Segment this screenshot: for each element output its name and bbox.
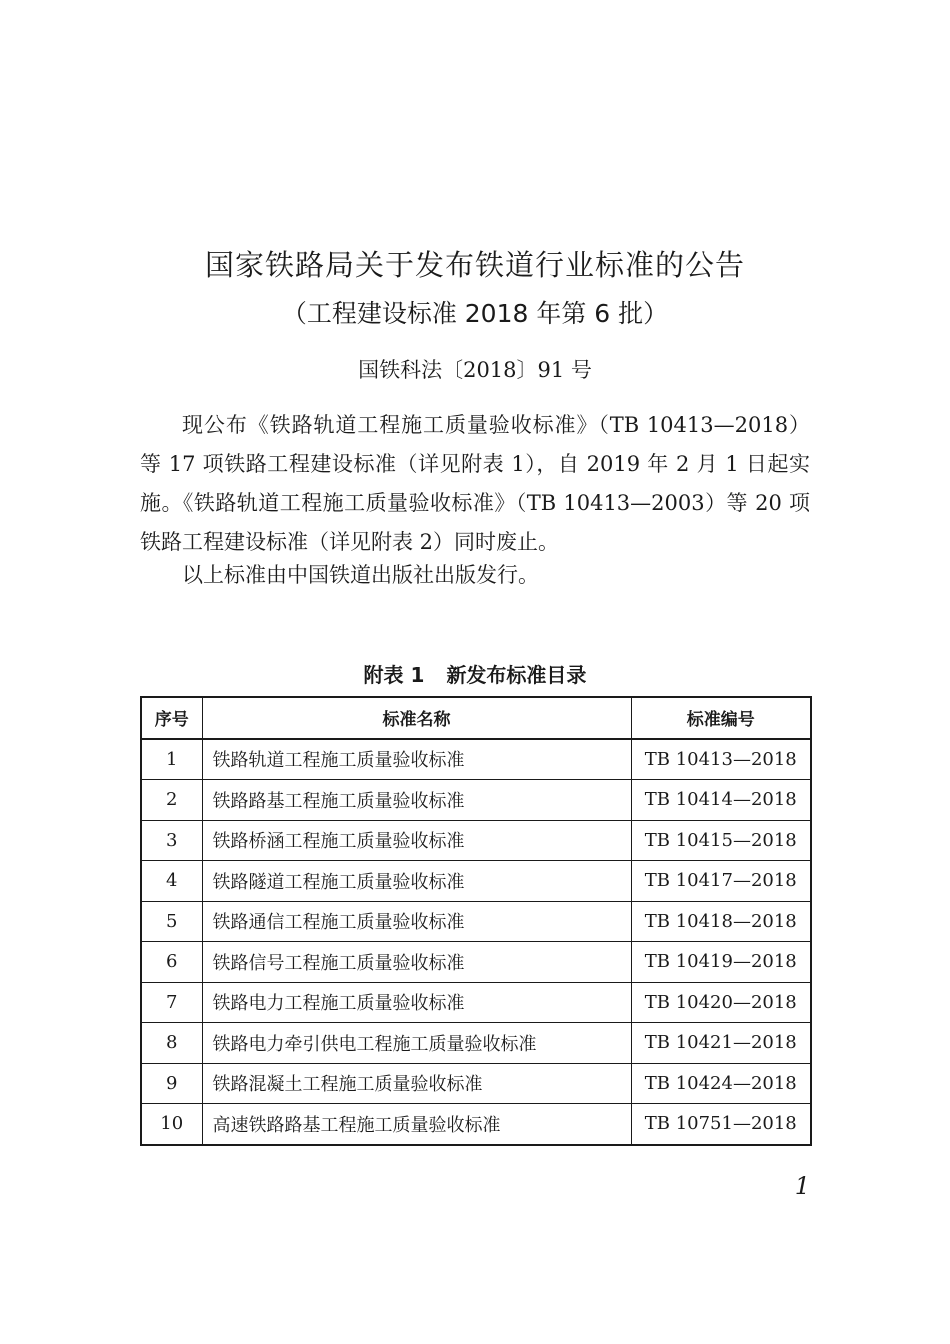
row-code: TB 10424—2018	[631, 1063, 811, 1104]
row-name: 铁路电力牵引供电工程施工质量验收标准	[202, 1023, 631, 1064]
row-seq: 10	[141, 1104, 202, 1145]
table-caption-label: 附表 1	[363, 663, 425, 687]
row-code: TB 10421—2018	[631, 1023, 811, 1064]
row-name: 铁路通信工程施工质量验收标准	[202, 901, 631, 942]
row-code: TB 10417—2018	[631, 861, 811, 902]
announcement-title: 国家铁路局关于发布铁道行业标准的公告	[204, 248, 745, 282]
row-name: 铁路混凝土工程施工质量验收标准	[202, 1063, 631, 1104]
row-seq: 2	[141, 780, 202, 821]
body-paragraph-2: 以上标准由中国铁道出版社出版发行。	[182, 563, 539, 587]
table-caption-title: 新发布标准目录	[446, 663, 587, 687]
row-name: 铁路轨道工程施工质量验收标准	[202, 739, 631, 780]
header-name: 标准名称	[202, 697, 631, 739]
row-seq: 9	[141, 1063, 202, 1104]
body-paragraph-1: 现公布《铁路轨道工程施工质量验收标准》（TB 10413—2018）等 17 项铁路工程建设标准（详见附表 1），自 2019 年 2 月 1 日起实施。《铁路轨道工程施工质量验收标准》（TB 10413—2003）等 20 项铁路工程建设标准（详见附表 2）同时废止。	[140, 413, 810, 554]
table-row	[141, 1063, 811, 1104]
row-seq: 8	[141, 1023, 202, 1064]
row-code: TB 10419—2018	[631, 942, 811, 983]
table-row	[141, 739, 811, 780]
table-row	[141, 861, 811, 902]
row-seq: 4	[141, 861, 202, 902]
row-name: 高速铁路路基工程施工质量验收标准	[202, 1104, 631, 1145]
table-row	[141, 820, 811, 861]
table-caption	[0, 657, 950, 693]
table-header-row	[141, 697, 811, 739]
row-seq: 6	[141, 942, 202, 983]
row-name: 铁路桥涵工程施工质量验收标准	[202, 820, 631, 861]
row-seq: 3	[141, 820, 202, 861]
row-code: TB 10415—2018	[631, 820, 811, 861]
row-seq: 7	[141, 982, 202, 1023]
standards-table	[140, 696, 812, 1146]
page-number: 1	[794, 1172, 810, 1200]
row-code: TB 10418—2018	[631, 901, 811, 942]
row-name: 铁路电力工程施工质量验收标准	[202, 982, 631, 1023]
row-code: TB 10751—2018	[631, 1104, 811, 1145]
row-code: TB 10420—2018	[631, 982, 811, 1023]
table-row	[141, 901, 811, 942]
table-row	[141, 982, 811, 1023]
table-row	[141, 1023, 811, 1064]
row-seq: 5	[141, 901, 202, 942]
row-name: 铁路路基工程施工质量验收标准	[202, 780, 631, 821]
table-row	[141, 942, 811, 983]
table-row	[141, 1104, 811, 1145]
row-name: 铁路信号工程施工质量验收标准	[202, 942, 631, 983]
document-number: 国铁科法〔2018〕91 号	[358, 358, 592, 382]
announcement-subtitle: （工程建设标准 2018 年第 6 批）	[281, 299, 669, 328]
row-code: TB 10414—2018	[631, 780, 811, 821]
header-code: 标准编号	[631, 697, 811, 739]
row-name: 铁路隧道工程施工质量验收标准	[202, 861, 631, 902]
row-seq: 1	[141, 739, 202, 780]
row-code: TB 10413—2018	[631, 739, 811, 780]
table-row	[141, 780, 811, 821]
header-seq: 序号	[141, 697, 202, 739]
